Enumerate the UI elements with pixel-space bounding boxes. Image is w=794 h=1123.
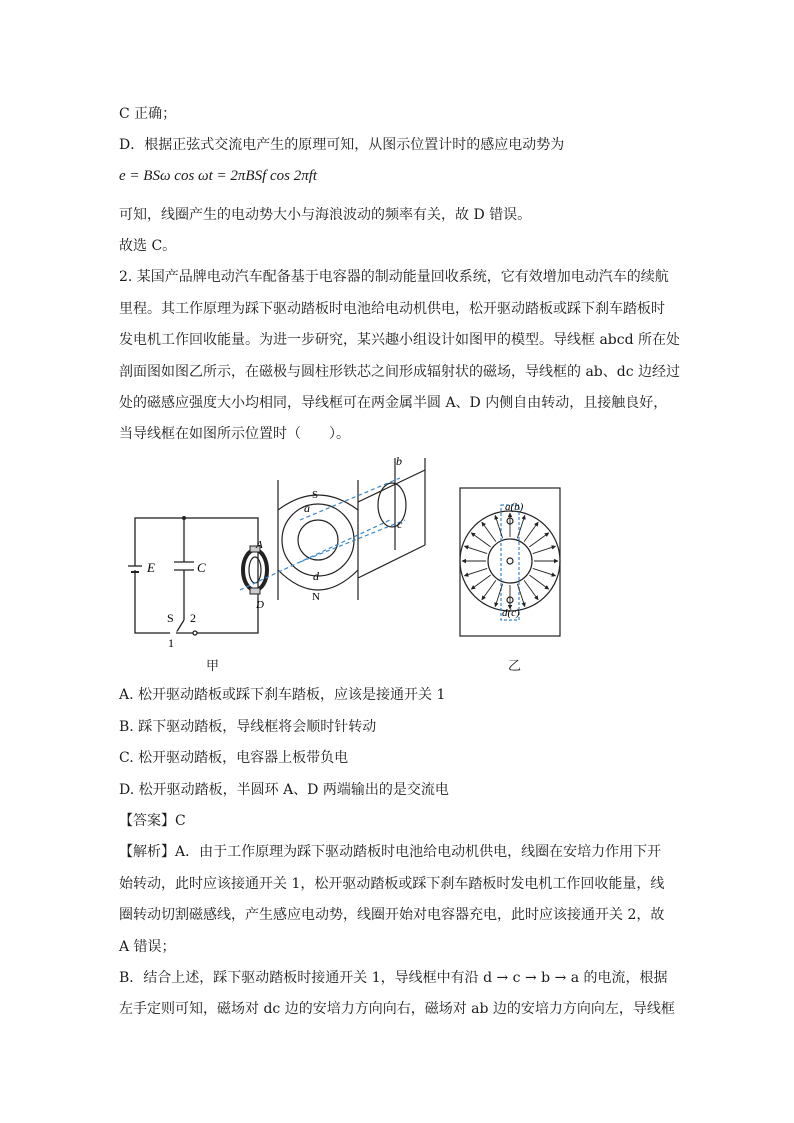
caption-jia: 甲 xyxy=(206,659,220,674)
junction-dot xyxy=(182,516,186,520)
option-c: C. 松开驱动踏板，电容器上板带负电 xyxy=(119,750,349,766)
label-a: a xyxy=(304,501,310,515)
analysis-line-4: A 错误； xyxy=(119,939,176,955)
question-line-2: 里程。其工作原理为踩下驱动踏板时电池给电动机供电，松开驱动踏板或踩下刹车踏板时 xyxy=(119,301,665,317)
label-pole-S: S xyxy=(312,489,319,501)
field-arrow xyxy=(464,568,487,575)
question-line-5: 处的磁感应强度大小均相同，导线框可在两金属半圆 A、D 内侧自由转动，且接触良好， xyxy=(119,395,668,411)
label-ab: a(b) xyxy=(505,501,524,513)
label-2: 2 xyxy=(190,611,196,625)
field-arrow xyxy=(529,533,548,547)
text-d-conclusion: 可知，线圈产生的电动势大小与海浪波动的频率有关，故 D 错误。 xyxy=(119,207,532,223)
question-line-1: 2. 某国产品牌电动汽车配备基于电容器的制动能量回收系统，它有效增加电动汽车的续航 xyxy=(119,269,669,285)
question-line-4: 剖面图如图乙所示，在磁极与圆柱形铁芯之间形成辐射状的磁场，导线框的 ab、dc 边经过 xyxy=(119,364,681,380)
field-arrow xyxy=(533,568,556,575)
field-arrow xyxy=(471,575,490,589)
text-choose: 故选 C。 xyxy=(119,238,177,254)
label-dc: d(c) xyxy=(502,607,520,619)
label-A: A xyxy=(256,539,263,551)
answer-label: 【答案】C xyxy=(119,813,186,829)
text-d-intro: D．根据正弦式交流电产生的原理可知，从图示位置计时的感应电动势为 xyxy=(119,137,565,153)
label-b: b xyxy=(396,454,402,468)
field-arrow xyxy=(529,575,548,589)
analysis-line-1: 【解析】A．由于工作原理为踩下驱动踏板时电池给电动机供电，线圈在安培力作用下开 xyxy=(119,844,662,860)
field-arrow xyxy=(533,546,556,553)
label-D: D xyxy=(256,599,264,611)
label-E: E xyxy=(147,560,155,575)
field-arrow xyxy=(482,522,496,541)
analysis-line-2: 始转动，此时应该接通开关 1，松开驱动踏板或踩下刹车踏板时发电机工作回收能量，线 xyxy=(119,876,665,892)
text-c-correct: C 正确； xyxy=(119,106,177,122)
question-line-3: 发电机工作回收能量。为进一步研究，某兴趣小组设计如图甲的模型。导线框 abcd 所在处 xyxy=(119,332,681,348)
radial-field-arrows xyxy=(462,513,558,609)
formula-emf: e = BSω cos ωt = 2πBSf cos 2πft xyxy=(119,168,318,184)
label-c: c xyxy=(397,517,403,531)
option-b: B. 踩下驱动踏板，导线框将会顺时针转动 xyxy=(119,719,377,735)
question-line-6: 当导线框在如图所示位置时（ ）。 xyxy=(119,426,350,442)
analysis-line-5: B．结合上述，踩下驱动踏板时接通开关 1，导线框中有沿 d → c → b → a 的电流，根据 xyxy=(119,970,668,986)
figure-diagram xyxy=(0,450,794,680)
option-d: D. 松开驱动踏板，半圆环 A、D 两端输出的是交流电 xyxy=(119,782,449,798)
label-C: C xyxy=(197,560,206,575)
field-arrow xyxy=(471,533,490,547)
caption-yi: 乙 xyxy=(508,659,522,674)
label-pole-N: N xyxy=(312,591,320,603)
field-arrow xyxy=(482,580,496,599)
analysis-line-3: 圈转动切割磁感线，产生感应电动势，线圈开始对电容器充电，此时应该接通开关 2，故 xyxy=(119,907,665,923)
field-arrow xyxy=(464,546,487,553)
field-arrow xyxy=(524,522,538,541)
label-switch: S xyxy=(167,611,174,625)
field-arrow xyxy=(524,580,538,599)
option-a: A. 松开驱动踏板或踩下刹车踏板，应该是接通开关 1 xyxy=(119,687,446,703)
label-d: d xyxy=(313,569,319,583)
label-1: 1 xyxy=(168,636,174,650)
analysis-line-6: 左手定则可知，磁场对 dc 边的安培力方向向右，磁场对 ab 边的安培力方向向左，导线框 xyxy=(119,1001,675,1017)
